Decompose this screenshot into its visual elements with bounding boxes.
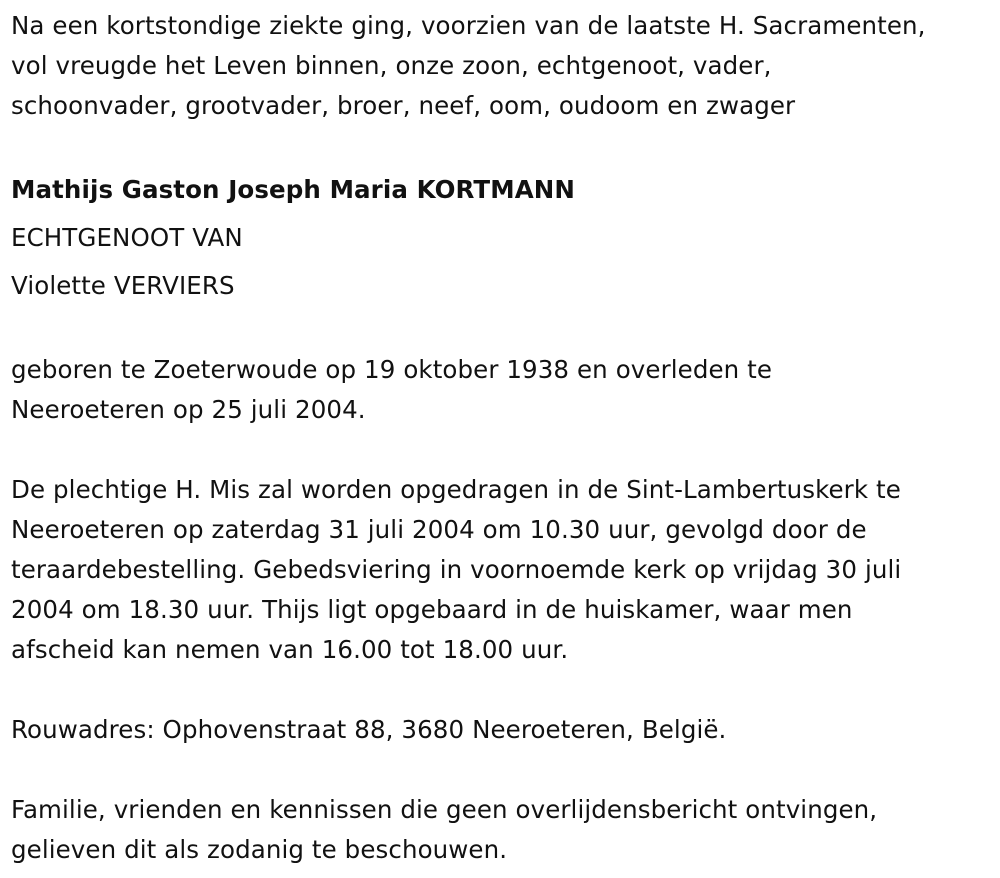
mourning-address: Rouwadres: Ophovenstraat 88, 3680 Neeroeteren, België. — [11, 715, 727, 744]
closing-line-2: gelieven dit als zodanig te beschouwen. — [11, 835, 508, 864]
relation-label: ECHTGENOOT VAN — [11, 223, 243, 252]
birth-death-paragraph — [11, 350, 996, 430]
deceased-block — [11, 166, 996, 310]
ceremony-line-5: afscheid kan nemen van 16.00 tot 18.00 uur. — [11, 635, 569, 664]
ceremony-line-3: teraardebestelling. Gebedsviering in voornoemde kerk op vrijdag 30 juli — [11, 555, 902, 584]
closing-line-1: Familie, vrienden en kennissen die geen overlijdensbericht ontvingen, — [11, 795, 878, 824]
deceased-name: Mathijs Gaston Joseph Maria KORTMANN — [11, 175, 575, 204]
intro-line-1: Na een kortstondige ziekte ging, voorzien van de laatste H. Sacramenten, — [11, 11, 926, 40]
ceremony-paragraph — [11, 470, 996, 670]
birth-death-line-1: geboren te Zoeterwoude op 19 oktober 1938 en overleden te — [11, 355, 773, 384]
ceremony-line-1: De plechtige H. Mis zal worden opgedragen in de Sint-Lambertuskerk te — [11, 475, 901, 504]
address-paragraph — [11, 710, 996, 750]
closing-paragraph — [11, 790, 996, 870]
birth-death-line-2: Neeroeteren op 25 juli 2004. — [11, 395, 366, 424]
ceremony-line-2: Neeroeteren op zaterdag 31 juli 2004 om 10.30 uur, gevolgd door de — [11, 515, 867, 544]
spouse-name: Violette VERVIERS — [11, 271, 235, 300]
intro-line-2: vol vreugde het Leven binnen, onze zoon, echtgenoot, vader, — [11, 51, 772, 80]
ceremony-line-4: 2004 om 18.30 uur. Thijs ligt opgebaard in de huiskamer, waar men — [11, 595, 853, 624]
obituary-notice — [11, 6, 996, 870]
intro-paragraph — [11, 6, 996, 126]
intro-line-3: schoonvader, grootvader, broer, neef, oom, oudoom en zwager — [11, 91, 796, 120]
